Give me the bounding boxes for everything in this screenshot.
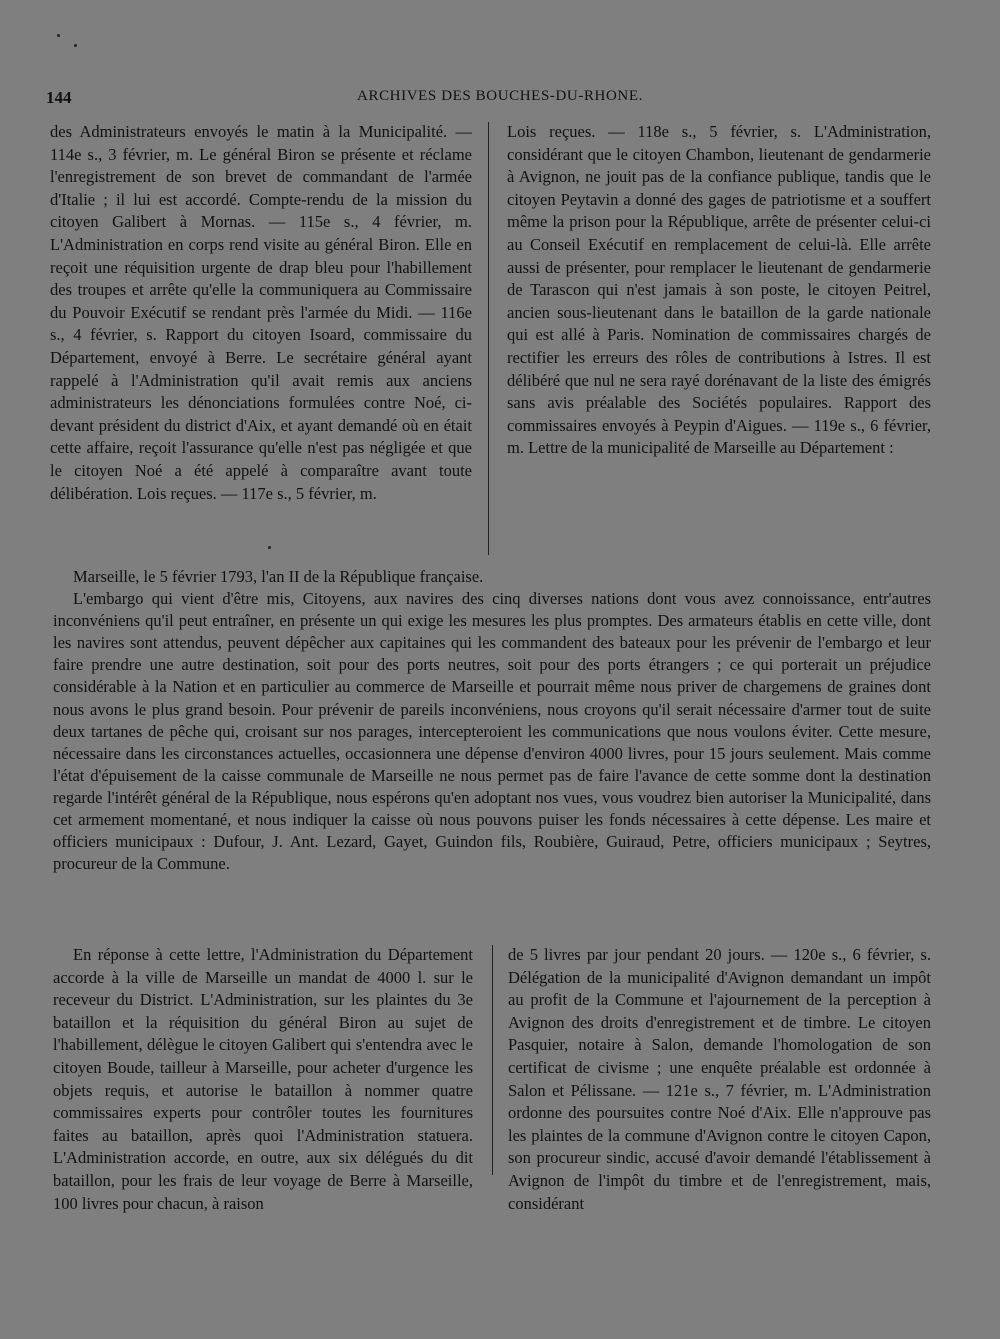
page-number: 144 [46, 88, 72, 107]
letter-dateline: Marseille, le 5 février 1793, l'an II de la République française. [73, 567, 484, 586]
right-column-top [507, 121, 931, 460]
left-column-bottom-text: En réponse à cette lettre, l'Administration du Département accorde à la ville de Marseille un mandat de 4000 l. sur le receveur du District. L'Administration, sur les plaintes du 3e bataillon et la réquisition du général Biron au sujet de l'habillement, délègue le citoyen Galibert qui s'entendra avec le citoyen Boude, tailleur à Marseille, pour acheter d'urgence les objets requis, et autorise le bataillon à nommer quatre commissaires experts pour contrôler toutes les fournitures faites au bataillon, après quoi l'Administration statuera. L'Administration accorde, en outre, aux six délégués du dit bataillon, pour les frais de leur voyage de Berre à Marseille, 100 livres pour chacun, à raison [53, 945, 473, 1213]
running-title: ARCHIVES DES BOUCHES-DU-RHONE. [357, 88, 643, 104]
column-rule-bottom [492, 945, 493, 1175]
left-column-top-text: des Administrateurs envoyés le matin à la Municipalité. — 114e s., 3 février, m. Le général Biron se présente et réclame l'enregistrement de son brevet de commandant de l'armée d'Italie ; il lui est accordé. Compte-rendu de la mission du citoyen Galibert à Mornas. — 115e s., 4 février, m. L'Administration en corps rend visite au général Biron. Elle en reçoit une réquisition urgente de drap bleu pour l'habillement des troupes et arrête qu'elle la communiquera au Commissaire du Pouvoir Exécutif se rendant près l'armée du Midi. — 116e s., 4 février, s. Rapport du citoyen Isoard, commissaire du Département, envoyé à Berre. Le secrétaire général ayant rappelé à l'Administration qu'il avait remis aux anciens administrateurs les dénonciations formulées contre Noé, ci-devant président du district d'Aix, et ayant demandé où en était cette affaire, reçoit l'assurance qu'elle n'est pas négligée et que le citoyen Noé a été appelé à comparaître avant toute délibération. Lois reçues. — 117e s., 5 février, m. [50, 122, 472, 503]
ink-speck [57, 34, 60, 37]
left-column-bottom [53, 944, 473, 1215]
quoted-letter [53, 566, 931, 875]
left-column-top [50, 121, 472, 505]
right-column-bottom [508, 944, 931, 1215]
ink-speck [74, 44, 77, 47]
ink-speck [268, 546, 271, 549]
column-rule-top [488, 122, 489, 555]
right-column-top-text: Lois reçues. — 118e s., 5 février, s. L'Administration, considérant que le citoyen Chambon, lieutenant de gendarmerie à Avignon, ne jouit pas de la confiance publique, tandis que le citoyen Peytavin a donné des gages de patriotisme et a souffert même la prison pour la République, arrête de présenter celui-ci au Conseil Exécutif en remplacement de celui-là. Elle arrête aussi de présenter, pour remplacer le lieutenant de gendarmerie de Tarascon qui n'est jamais à son poste, le citoyen Peitrel, ancien sous-lieutenant dans le bataillon de la garde nationale qui est allé à Paris. Nomination de commissaires chargés de rectifier les erreurs des rôles de contributions à Istres. Il est délibéré que nul ne sera rayé dorénavant de la liste des émigrés sans avis préalable des Sociétés populaires. Rapport des commissaires envoyés à Peypin d'Aigues. — 119e s., 6 février, m. Lettre de la municipalité de Marseille au Département : [507, 122, 931, 458]
letter-body: L'embargo qui vient d'être mis, Citoyens, aux navires des cinq diverses nations dont vous avez connoissance, entr'autres inconvéniens qu'il peut entraîner, en présente un qui exige les mesures les plus promptes. Des armateurs établis en cette ville, dont les navires sont attendus, peuvent dépêcher aux capitaines qui les commandent des bateaux pour les prévenir de l'embargo et leur faire prendre une autre destination, soit pour des ports neutres, soit pour des ports étrangers ; ce qui porterait un préjudice considérable à la Nation et en particulier au commerce de Marseille et pourrait même nous priver de chargemens de graines dont nous avons le plus grand besoin. Pour prévenir de pareils inconvéniens, nous croyons qu'il serait nécessaire d'armer tout de suite deux tartanes de pêche qui, croisant sur nos parages, intercepteroient les communications que nous voulons éviter. Cette mesure, nécessaire dans les circonstances actuelles, occasionnera une dépense d'environ 4000 livres, pour 15 jours seulement. Mais comme l'état d'épuisement de la caisse communale de Marseille ne nous permet pas de faire l'avance de cette somme dont la destination regarde l'intérêt général de la République, nous espérons qu'en adoptant nos vues, vous voudrez bien autoriser la Municipalité, dans cet armement momentané, et nous indiquer la caisse où nous pouvons puiser les fonds nécessaires à cette dépense. Les maire et officiers municipaux : Dufour, J. Ant. Lezard, Gayet, Guindon fils, Roubière, Guiraud, Petre, officiers municipaux ; Seytres, procureur de la Commune. [53, 589, 931, 874]
right-column-bottom-text: de 5 livres par jour pendant 20 jours. — 120e s., 6 février, s. Délégation de la municipalité d'Avignon demandant un impôt au profit de la Commune et l'ajournement de la perception à Avignon des droits d'enregistrement et de timbre. Le citoyen Pasquier, notaire à Salon, demande l'homologation de son certificat de civisme ; une enquête préalable est ordonnée à Salon et Pélissane. — 121e s., 7 février, m. L'Administration ordonne des poursuites contre Noé d'Aix. Elle n'approuve pas les plaintes de la commune d'Avignon contre le citoyen Capon, son procureur sindic, accusé d'avoir demandé l'établissement à Avignon de l'impôt du timbre et de l'enregistrement, mais, considérant [508, 945, 931, 1213]
